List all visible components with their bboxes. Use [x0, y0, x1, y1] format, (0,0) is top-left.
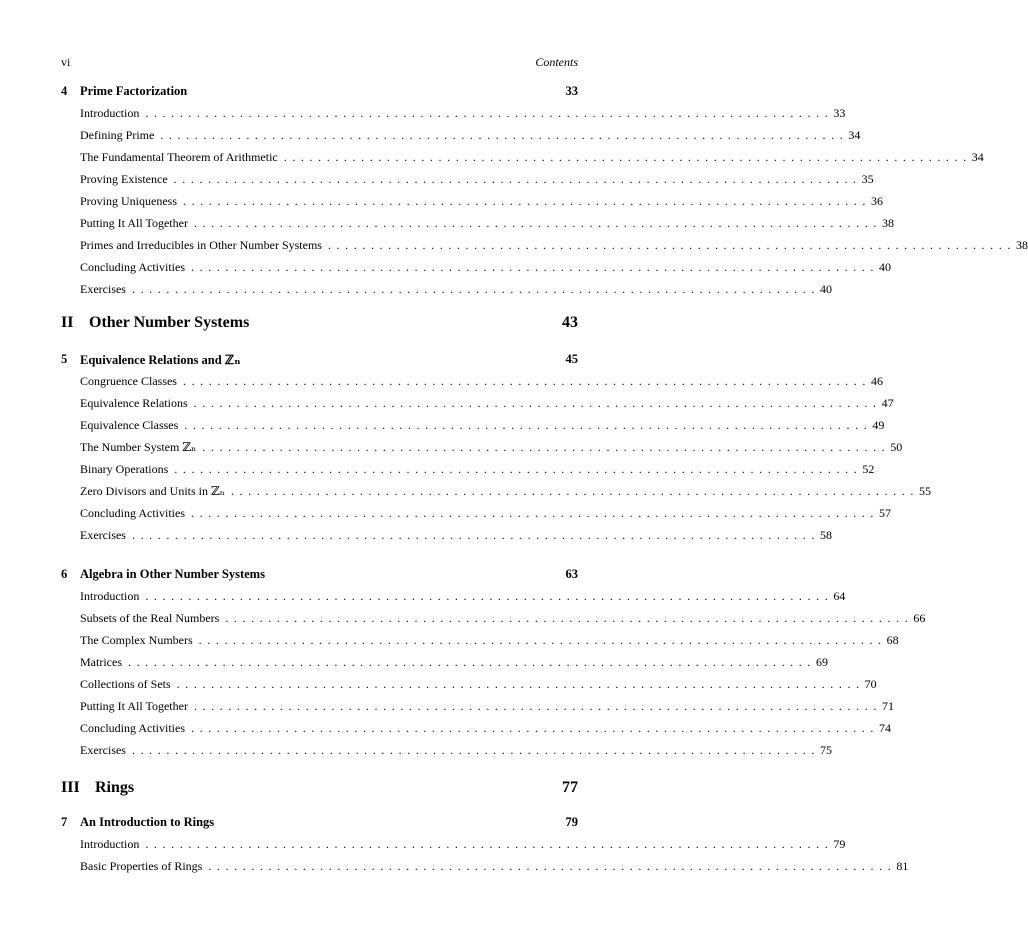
- entry-page: 35: [861, 172, 874, 186]
- entry-title: Collections of Sets: [80, 677, 177, 692]
- chapter-title: Equivalence Relations and ℤₙ: [80, 353, 241, 367]
- toc-entry-row[interactable]: [80, 633, 899, 649]
- toc-entry-row[interactable]: [80, 859, 909, 875]
- entry-title: Proving Existence: [80, 172, 174, 187]
- entry-title: The Number System ℤₙ: [80, 440, 202, 455]
- chapter-page: 79: [565, 815, 578, 829]
- toc-entry-row[interactable]: [80, 611, 926, 627]
- toc-part-row[interactable]: [61, 779, 578, 799]
- chapter-number: 5: [61, 352, 68, 366]
- dot-leader: ................................................................................: [198, 633, 887, 647]
- toc-entry-row[interactable]: [80, 462, 875, 478]
- toc-entry-row[interactable]: [80, 484, 931, 500]
- entry-page: 40: [879, 260, 891, 274]
- entry-page: 49: [872, 418, 885, 432]
- entry-page: 57: [879, 506, 891, 520]
- running-title: Contents: [535, 55, 578, 69]
- entry-title: The Fundamental Theorem of Arithmetic: [80, 150, 284, 165]
- dot-leader: ................................................................................: [208, 859, 897, 873]
- dot-leader: ................................................................................: [202, 440, 891, 454]
- toc-chapter-row[interactable]: [61, 567, 578, 583]
- dot-leader: ................................................................................: [230, 484, 919, 498]
- toc-chapter-row[interactable]: [61, 815, 578, 831]
- page-header: [61, 55, 578, 71]
- entry-page: 47: [881, 396, 894, 410]
- entry-page: 46: [870, 374, 883, 388]
- toc-entry-row[interactable]: [80, 396, 894, 412]
- part-number: II: [61, 314, 74, 331]
- dot-leader: ................................................................................: [191, 506, 879, 520]
- toc-entry-row[interactable]: [80, 677, 877, 693]
- toc-chapter-row[interactable]: [61, 84, 578, 100]
- entry-page: 79: [833, 837, 846, 851]
- toc-entry-row[interactable]: [80, 128, 861, 144]
- toc-entry-row[interactable]: [80, 282, 832, 298]
- entry-title: Putting It All Together: [80, 216, 194, 231]
- dot-leader: ................................................................................: [131, 528, 820, 542]
- part-page: 43: [562, 314, 578, 331]
- entry-page: 68: [886, 633, 899, 647]
- dot-leader: ................................................................................: [327, 238, 1016, 252]
- entry-title: Binary Operations: [80, 462, 174, 477]
- dot-leader: ................................................................................: [145, 837, 834, 851]
- entry-page: 34: [971, 150, 984, 164]
- entry-page: 38: [881, 216, 894, 230]
- dot-leader: ................................................................................: [174, 462, 863, 476]
- entry-page: 38: [1015, 238, 1028, 252]
- entry-title: Introduction: [80, 837, 145, 852]
- toc-part-row[interactable]: [61, 314, 578, 334]
- entry-title: Concluding Activities: [80, 506, 191, 521]
- entry-title: Primes and Irreducibles in Other Number Systems: [80, 238, 328, 253]
- chapter-page: 33: [565, 84, 578, 98]
- toc-entry-row[interactable]: [80, 194, 883, 210]
- toc-entry-row[interactable]: [80, 238, 1028, 254]
- entry-title: Equivalence Relations: [80, 396, 194, 411]
- entry-page: 58: [819, 528, 832, 542]
- entry-title: Exercises: [80, 528, 132, 543]
- toc-entry-row[interactable]: [80, 260, 891, 276]
- toc-entry-row[interactable]: [80, 506, 891, 522]
- entry-title: Introduction: [80, 589, 145, 604]
- chapter-number: 7: [61, 815, 68, 829]
- dot-leader: ................................................................................: [184, 418, 873, 432]
- dot-leader: ................................................................................: [127, 655, 816, 669]
- entry-page: 81: [896, 859, 909, 873]
- toc-entry-row[interactable]: [80, 837, 846, 853]
- entry-title: Putting It All Together: [80, 699, 194, 714]
- dot-leader: ................................................................................: [193, 216, 882, 230]
- dot-leader: ................................................................................: [191, 260, 879, 274]
- chapter-page: 63: [565, 567, 578, 581]
- entry-title: Exercises: [80, 282, 132, 297]
- entry-title: Zero Divisors and Units in ℤₙ: [80, 484, 231, 499]
- dot-leader: ................................................................................: [145, 106, 834, 120]
- chapter-title: An Introduction to Rings: [80, 815, 215, 829]
- part-page: 77: [562, 779, 578, 796]
- entry-page: 71: [881, 699, 894, 713]
- dot-leader: ................................................................................: [160, 128, 849, 142]
- entry-title: Equivalence Classes: [80, 418, 184, 433]
- part-number: III: [61, 779, 80, 796]
- entry-title: Subsets of the Real Numbers: [80, 611, 225, 626]
- toc-entry-row[interactable]: [80, 699, 894, 715]
- toc-entry-row[interactable]: [80, 172, 874, 188]
- toc-chapter-row[interactable]: [61, 352, 578, 368]
- dot-leader: ................................................................................: [182, 374, 871, 388]
- entry-page: 75: [819, 743, 832, 757]
- entry-page: 52: [862, 462, 875, 476]
- entry-page: 69: [815, 655, 828, 669]
- dot-leader: ................................................................................: [176, 677, 865, 691]
- dot-leader: ................................................................................: [145, 589, 834, 603]
- toc-entry-row[interactable]: [80, 150, 984, 166]
- toc-entry-row[interactable]: [80, 106, 846, 122]
- entry-page: 66: [913, 611, 926, 625]
- entry-page: 64: [833, 589, 846, 603]
- toc-entry-row[interactable]: [80, 418, 885, 434]
- page-number-label: vi: [61, 55, 71, 69]
- entry-page: 55: [918, 484, 931, 498]
- dot-leader: ................................................................................: [131, 282, 820, 296]
- entry-title: Matrices: [80, 655, 128, 670]
- entry-title: Concluding Activities: [80, 260, 191, 275]
- dot-leader: ................................................................................: [225, 611, 914, 625]
- entry-title: Congruence Classes: [80, 374, 183, 389]
- toc-entry-row[interactable]: [80, 528, 832, 544]
- dot-leader: ................................................................................: [193, 699, 882, 713]
- toc-entry-row[interactable]: [80, 589, 846, 605]
- chapter-number: 4: [61, 84, 68, 98]
- part-title: Other Number Systems: [89, 314, 250, 331]
- dot-leader: ................................................................................: [191, 721, 879, 735]
- dot-leader: ................................................................................: [131, 743, 820, 757]
- entry-page: 36: [871, 194, 883, 208]
- dot-leader: ................................................................................: [193, 396, 882, 410]
- toc-entry-row[interactable]: [80, 721, 891, 737]
- entry-title: Proving Uniqueness: [80, 194, 183, 209]
- part-title: Rings: [95, 779, 135, 796]
- entry-title: Introduction: [80, 106, 145, 121]
- toc-entry-row[interactable]: [80, 743, 832, 759]
- chapter-number: 6: [61, 567, 68, 581]
- entry-page: 50: [890, 440, 903, 454]
- entry-title: Concluding Activities: [80, 721, 191, 736]
- toc-entry-row[interactable]: [80, 655, 828, 671]
- entry-title: Defining Prime: [80, 128, 160, 143]
- dot-leader: ................................................................................: [173, 172, 862, 186]
- dot-leader: ................................................................................: [283, 150, 972, 164]
- entry-title: Exercises: [80, 743, 132, 758]
- entry-page: 34: [848, 128, 861, 142]
- entry-title: Basic Properties of Rings: [80, 859, 208, 874]
- entry-page: 70: [864, 677, 877, 691]
- entry-page: 40: [819, 282, 832, 296]
- entry-page: 33: [833, 106, 846, 120]
- chapter-title: Prime Factorization: [80, 84, 188, 98]
- toc-entry-row[interactable]: [80, 216, 894, 232]
- toc-entry-row[interactable]: [80, 374, 883, 390]
- chapter-title: Algebra in Other Number Systems: [80, 567, 265, 581]
- dot-leader: ................................................................................: [183, 194, 871, 208]
- toc-entry-row[interactable]: [80, 440, 903, 456]
- entry-title: The Complex Numbers: [80, 633, 199, 648]
- chapter-page: 45: [565, 352, 578, 366]
- entry-page: 74: [879, 721, 891, 735]
